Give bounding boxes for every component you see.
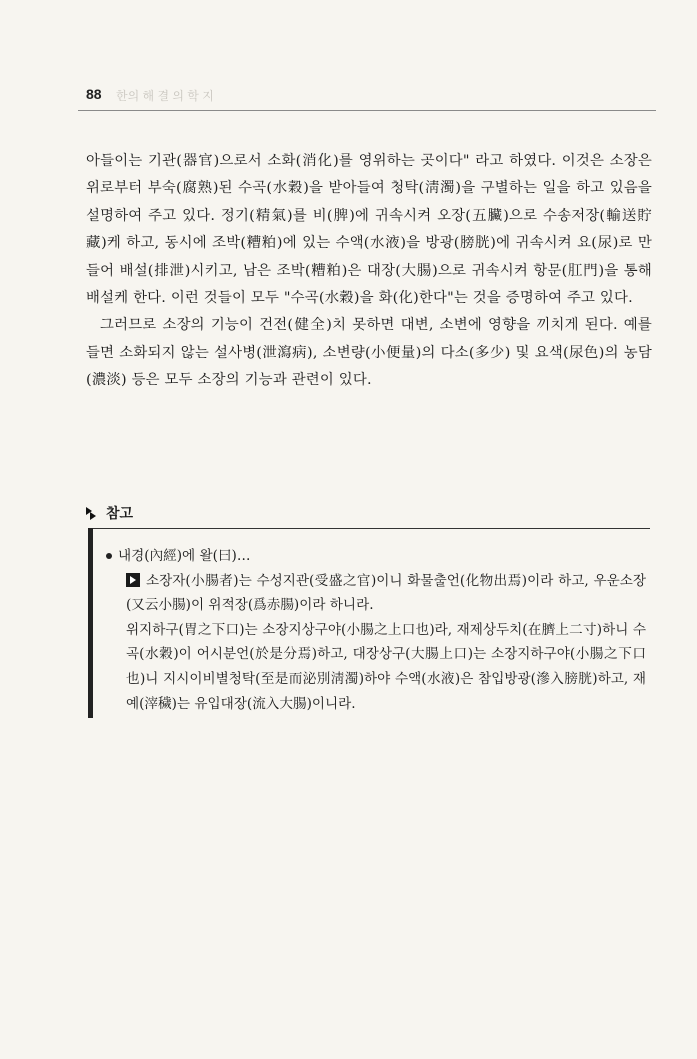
- page-header: [78, 86, 648, 112]
- body-text: [86, 148, 652, 395]
- body-paragraph-2: 그러므로 소장의 기능이 건전(健全)치 못하면 대변, 소변에 영향을 끼치게 된다. 예를 들면 소화되지 않는 설사병(泄瀉病), 소변량(小便量)의 다소(多少) 및 요색(尿色)의 농담(濃淡) 등은 모두 소장의 기능과 관련이 있다.: [86, 317, 652, 389]
- reference-line-2: 위지하구(胃之下口)는 소장지상구야(小腸之上口也)라, 재제상두치(在臍上二寸)하니 수곡(水穀)이 어시분언(於是分焉)하고, 대장상구(大腸上口)는 소장지하구야(小腸之下口也)니 지시이비별청탁(至是而泌別淸濁)하야 수액(水液)은 참입방광(滲入膀胱)하고, 재예(滓穢)는 유입대장(流入大腸)이니라.: [126, 621, 646, 712]
- reference-left-bar: [88, 528, 93, 718]
- body-paragraph-1: 아들이는 기관(器官)으로서 소화(消化)를 영위하는 곳이다" 라고 하였다. 이것은 소장은 위로부터 부숙(腐熟)된 수곡(水穀)을 받아들여 청탁(淸濁)을 구별하는 일을 하고 있음을 설명하여 주고 있다. 정기(精氣)를 비(脾)에 귀속시켜 오장(五臟)으로 수송저장(輸送貯藏)케 하고, 동시에 조박(糟粕)에 있는 수액(水液)을 방광(膀胱)에 귀속시켜 요(尿)로 만들어 배설(排泄)시키고, 남은 조박(糟粕)은 대장(大腸)으로 귀속시켜 항문(肛門)을 통해 배설케 한다. 이런 것들이 모두 "수곡(水穀)을 화(化)한다"는 것을 증명하여 주고 있다.: [86, 153, 652, 307]
- reference-line-1: [126, 569, 646, 618]
- reference-quote: [106, 569, 646, 717]
- double-arrow-icon: [86, 506, 100, 520]
- reference-box: [88, 528, 650, 718]
- reference-content: [106, 544, 646, 716]
- reference-top-rule: [88, 528, 650, 529]
- header-rule: [78, 110, 656, 111]
- reference-bullet-label: 내경(內經)에 왈(曰)…: [118, 548, 251, 564]
- reference-bullet-line: [106, 544, 646, 569]
- section-title: 참고: [106, 505, 134, 521]
- running-head: 한의 해 결 의 학 지: [116, 89, 214, 103]
- bullet-icon: [106, 553, 112, 559]
- reference-line-1-text: 소장자(小腸者)는 수성지관(受盛之官)이니 화물출언(化物出焉)이라 하고, 우운소장(又云小腸)이 위적장(爲赤腸)이라 하니라.: [126, 572, 646, 614]
- section-heading: [86, 502, 133, 524]
- page-number: 88: [86, 86, 102, 102]
- arrow-box-icon: [126, 573, 140, 587]
